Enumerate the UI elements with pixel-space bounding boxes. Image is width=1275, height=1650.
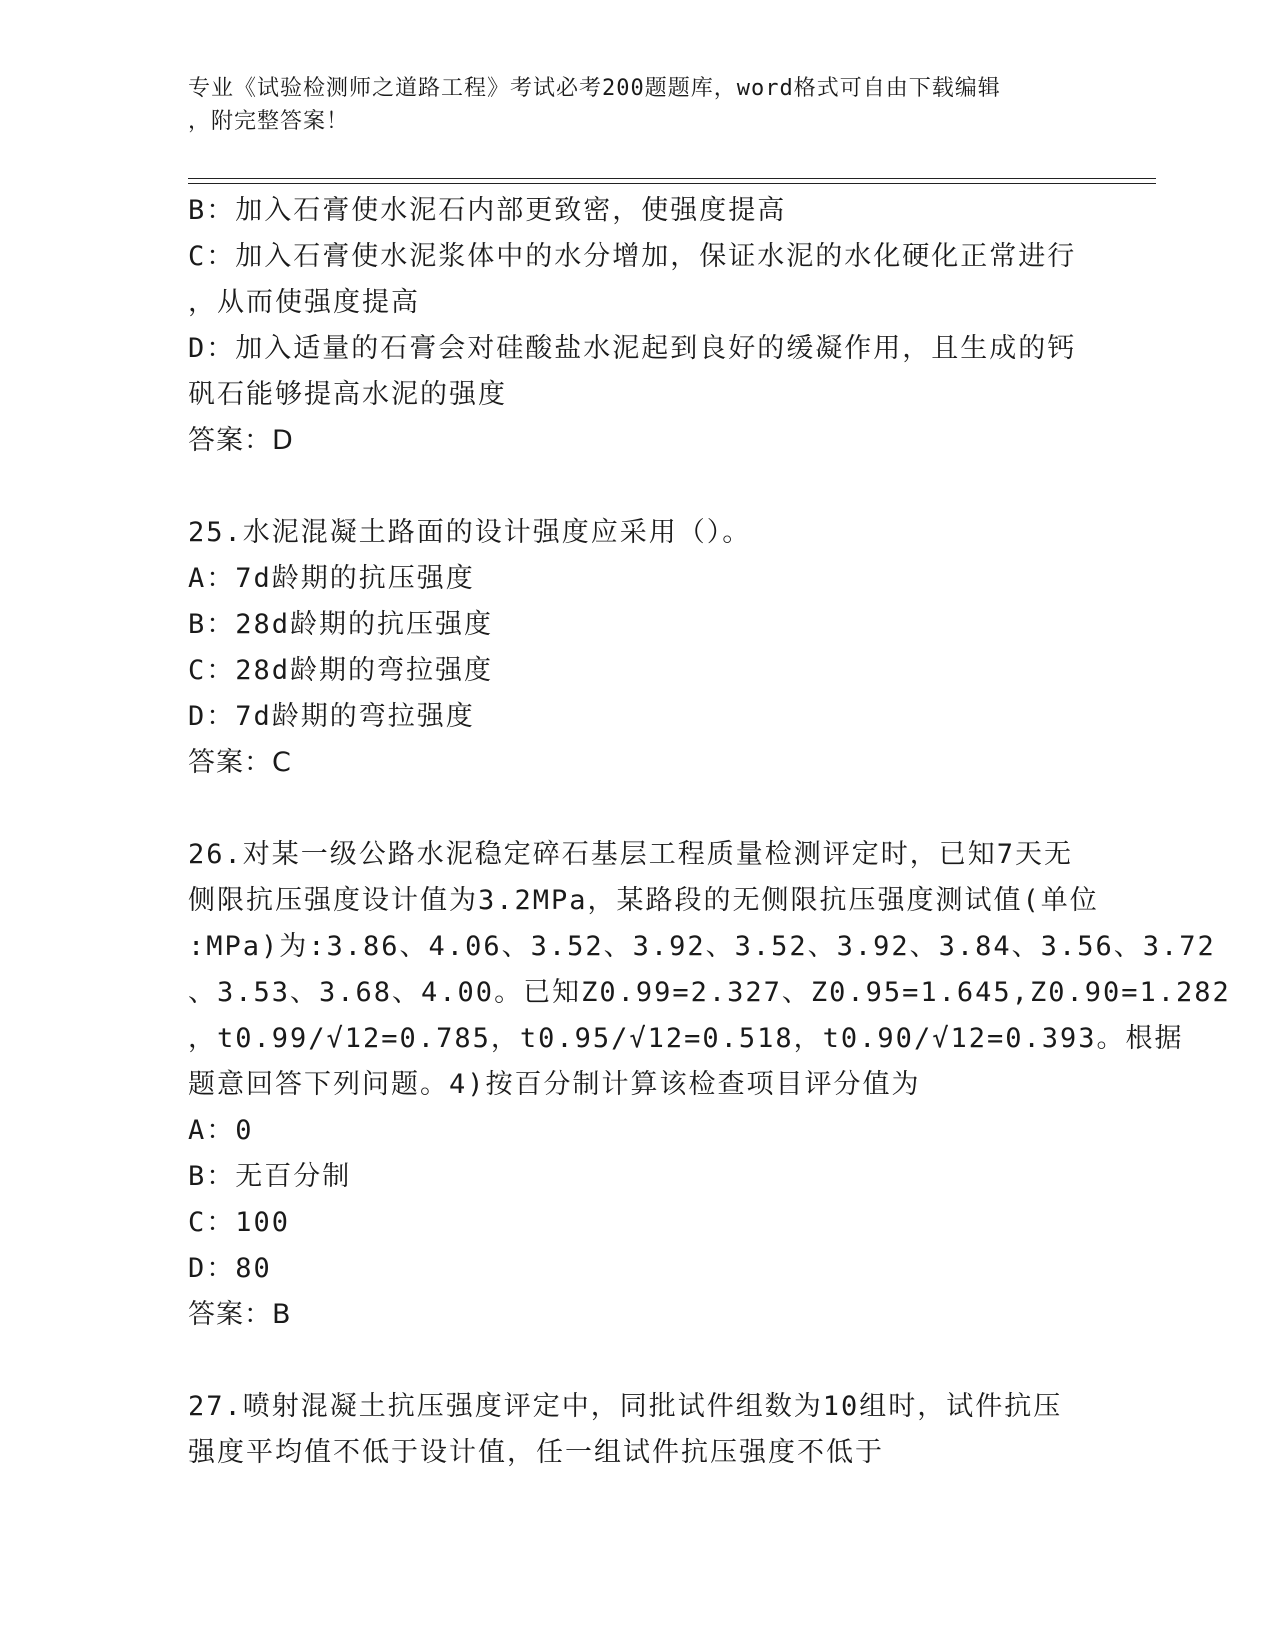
- option-line: ，从而使强度提高: [188, 287, 420, 318]
- question-stem: 25.水泥混凝土路面的设计强度应采用（）。: [188, 517, 752, 548]
- question-stem: 题意回答下列问题。4)按百分制计算该检查项目评分值为: [188, 1069, 921, 1100]
- question-stem: 27.喷射混凝土抗压强度评定中，同批试件组数为10组时，试件抗压: [188, 1391, 1063, 1422]
- question-stem: 26.对某一级公路水泥稳定碎石基层工程质量检测评定时，已知7天无: [188, 839, 1074, 870]
- spacer: [188, 1338, 1088, 1384]
- option-line: A：7d龄期的抗压强度: [188, 563, 475, 594]
- answer-line: 答案：C: [188, 747, 292, 778]
- header-divider-bottom: [188, 183, 1156, 184]
- question-stem: :MPa)为:3.86、4.06、3.52、3.92、3.52、3.92、3.84、3.56、3.72: [188, 931, 1216, 962]
- document-body: [188, 188, 1231, 1476]
- option-line: 矾石能够提高水泥的强度: [188, 379, 507, 410]
- question-stem: ，t0.99/√12=0.785，t0.95/√12=0.518，t0.90/√12=0.393。根据: [188, 1023, 1184, 1054]
- option-line: C：加入石膏使水泥浆体中的水分增加，保证水泥的水化硬化正常进行: [188, 241, 1077, 272]
- option-line: C：100: [188, 1207, 291, 1238]
- option-line: A：0: [188, 1115, 254, 1146]
- spacer: [188, 786, 1088, 832]
- option-line: B：28d龄期的抗压强度: [188, 609, 494, 640]
- answer-line: 答案：D: [188, 425, 294, 456]
- option-line: B：加入石膏使水泥石内部更致密，使强度提高: [188, 195, 787, 226]
- document-header: [188, 72, 1068, 138]
- answer-line: 答案：B: [188, 1299, 292, 1330]
- option-line: D：加入适量的石膏会对硅酸盐水泥起到良好的缓凝作用，且生成的钙: [188, 333, 1077, 364]
- option-line: B：无百分制: [188, 1161, 352, 1192]
- spacer: [188, 464, 1088, 510]
- header-line-1: 专业《试验检测师之道路工程》考试必考200题题库，word格式可自由下载编辑: [188, 76, 1001, 101]
- option-line: D：80: [188, 1253, 272, 1284]
- question-stem: 侧限抗压强度设计值为3.2MPa，某路段的无侧限抗压强度测试值(单位: [188, 885, 1099, 916]
- question-stem: 强度平均值不低于设计值，任一组试件抗压强度不低于: [188, 1437, 884, 1468]
- header-line-2: ，附完整答案！: [188, 109, 350, 134]
- header-divider-top: [188, 178, 1156, 179]
- option-line: C：28d龄期的弯拉强度: [188, 655, 494, 686]
- option-line: D：7d龄期的弯拉强度: [188, 701, 475, 732]
- question-stem: 、3.53、3.68、4.00。已知Z0.99=2.327、Z0.95=1.645,Z0.90=1.282: [188, 977, 1231, 1008]
